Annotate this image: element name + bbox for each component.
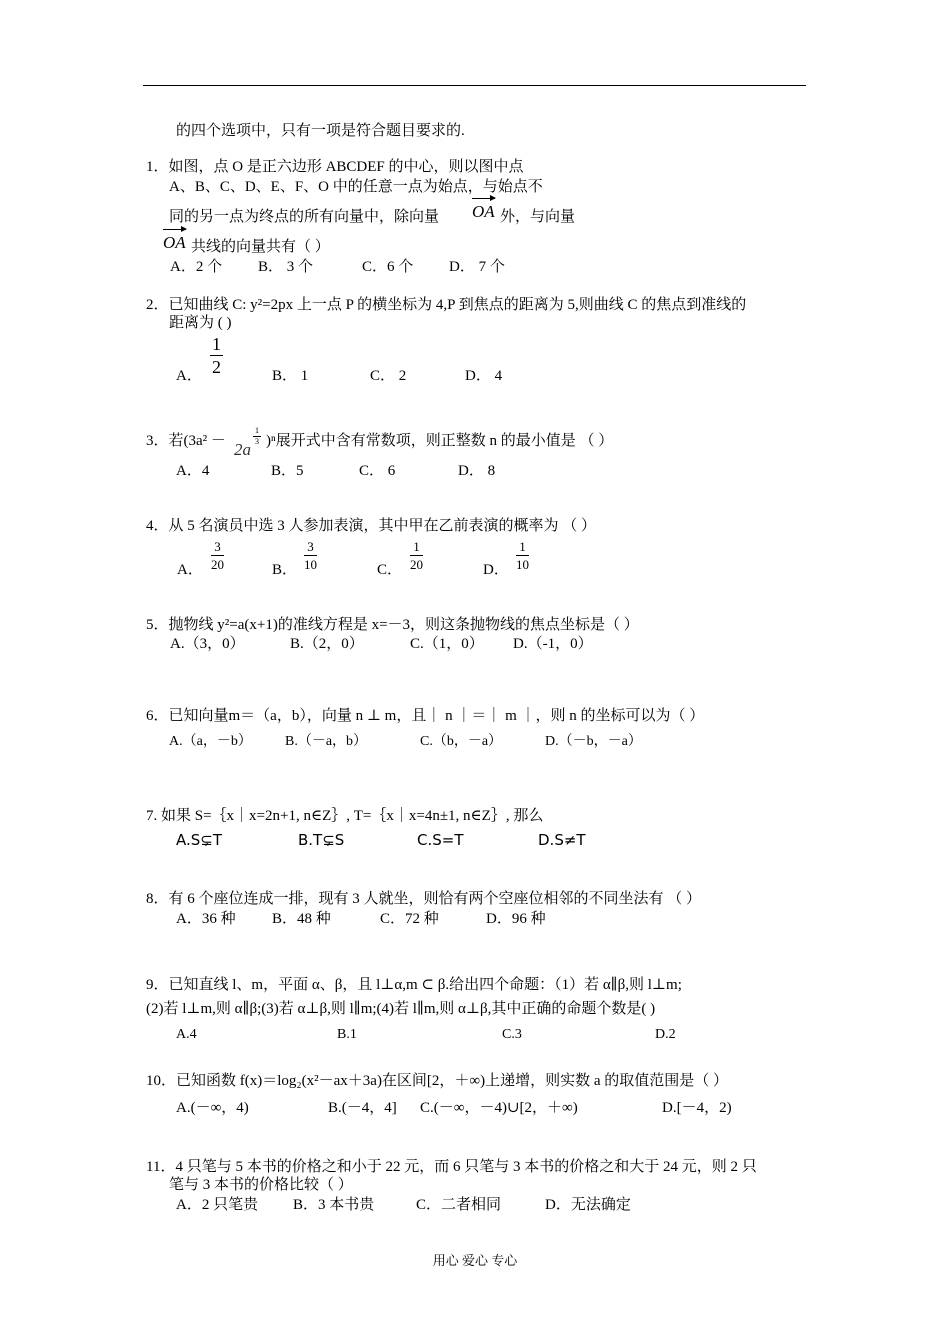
- q8-stem: 8．有 6 个座位连成一排，现有 3 人就坐，则恰有两个空座位相邻的不同坐法有 （ ）: [146, 891, 702, 907]
- q6-option-a: A.（a，－b）: [169, 734, 252, 749]
- vector-oa: [472, 202, 495, 222]
- q7-option-c: C.S=T: [417, 831, 464, 849]
- q3-exponent-fraction: [253, 427, 261, 446]
- q5-stem: 5．抛物线 y²=a(x+1)的准线方程是 x=－3，则这条抛物线的焦点坐标是（ ）: [146, 617, 639, 633]
- q4-option-b-label: B．: [272, 562, 298, 578]
- q3-option-b: B．5: [271, 463, 304, 479]
- q7-option-a: A.S⊊T: [176, 831, 223, 849]
- q6-option-b: B.（－a，b）: [285, 734, 368, 749]
- q1-line2: A、B、C、D、E、F、O 中的任意一点为始点，与始点不: [169, 179, 543, 195]
- q1-option-a: A．2 个: [170, 259, 223, 275]
- q9-line2: (2)若 l⊥m,则 α∥β;(3)若 α⊥β,则 l∥m;(4)若 l∥m,则 α⊥β,其中正确的命题个数是( ): [146, 1001, 656, 1017]
- fraction-denominator: 10: [304, 557, 317, 572]
- q5-option-d: D.（-1，0）: [513, 636, 593, 652]
- q11-line2: 笔与 3 本书的价格比较（ ）: [169, 1177, 353, 1193]
- vector-oa-2: [163, 233, 186, 253]
- q11-option-a: A．2 只笔贵: [176, 1197, 259, 1213]
- vector-oa-label: OA: [472, 202, 495, 221]
- q4-option-c-label: C．: [377, 562, 403, 578]
- q2-line1: 2．已知曲线 C: y²=2px 上一点 P 的横坐标为 4,P 到焦点的距离为 5,则曲线 C 的焦点到准线的: [146, 297, 747, 313]
- q2-option-a-fraction: [210, 335, 223, 376]
- vector-arrow-icon: [163, 229, 186, 230]
- q10-stem: 10．已知函数 f(x)＝log₂(x²－ax＋3a)在区间[2，＋∞)上递增，则实数 a 的取值范围是（ ）: [146, 1073, 729, 1089]
- q2-option-c: C． 2: [370, 368, 407, 384]
- vector-arrow-icon: [472, 198, 495, 199]
- intro-text: 的四个选项中，只有一项是符合题目要求的.: [176, 123, 465, 139]
- vector-oa-label: OA: [163, 233, 186, 252]
- fraction-numerator: 3: [211, 540, 224, 556]
- q4-stem: 4．从 5 名演员中选 3 人参加表演，其中甲在乙前表演的概率为 （ ）: [146, 518, 597, 534]
- q9-line1: 9．已知直线 l、m，平面 α、β，且 l⊥α,m ⊂ β.给出四个命题：（1）若 α∥β,则 l⊥m;: [146, 977, 682, 993]
- q3-coef-text: 2a: [234, 440, 251, 459]
- q7-option-b: B.T⊊S: [298, 831, 345, 849]
- q9-option-a: A.4: [176, 1027, 197, 1042]
- q2-line2: 距离为 ( ): [169, 315, 232, 331]
- q9-option-c: C.3: [502, 1027, 522, 1042]
- q4-option-d-label: D．: [483, 562, 509, 578]
- q4-option-c-fraction: [410, 540, 423, 571]
- fraction-denominator: 2: [212, 357, 221, 377]
- q1-option-d: D． 7 个: [449, 259, 505, 275]
- fraction-denominator: 3: [255, 437, 259, 446]
- q11-line1: 11．4 只笔与 5 本书的价格之和小于 22 元，而 6 只笔与 3 本书的价格之和大于 24 元，则 2 只: [146, 1159, 757, 1175]
- fraction-numerator: 1: [410, 540, 423, 556]
- q5-option-a: A.（3，0）: [170, 636, 245, 652]
- fraction-numerator: 3: [304, 540, 317, 556]
- q10-option-c: C.(－∞，－4)∪[2，＋∞): [420, 1100, 578, 1116]
- q2-option-a-label: A．: [176, 368, 202, 384]
- q10-option-d: D.[－4，2): [662, 1100, 732, 1116]
- q6-stem: 6．已知向量m＝（a，b），向量 n ⊥ m，且｜ n ｜＝｜ m ｜，则 n 的坐标可以为（ ）: [146, 708, 705, 724]
- q9-option-d: D.2: [655, 1027, 676, 1042]
- q4-option-b-fraction: [304, 540, 317, 571]
- q7-option-d: D.S≠T: [538, 831, 586, 849]
- q1-line4: 共线的向量共有（ ）: [191, 239, 330, 255]
- fraction-denominator: 20: [211, 557, 224, 572]
- header-rule: [143, 85, 806, 86]
- q9-option-b: B.1: [337, 1027, 357, 1042]
- q11-option-d: D．无法确定: [545, 1197, 631, 1213]
- q3-prefix: 3．若(3a² －: [146, 433, 226, 449]
- q3-option-d: D． 8: [458, 463, 496, 479]
- fraction-denominator: 10: [516, 557, 529, 572]
- q6-option-c: C.（b，－a）: [420, 734, 503, 749]
- q8-option-d: D．96 种: [486, 911, 546, 927]
- q10-option-b: B.(－4，4]: [328, 1100, 397, 1116]
- q2-option-d: D． 4: [465, 368, 503, 384]
- page-footer: 用心 爱心 专心: [432, 1253, 518, 1268]
- q11-option-b: B．3 本书贵: [293, 1197, 375, 1213]
- q5-option-c: C.（1，0）: [410, 636, 484, 652]
- q1-line1: 1．如图，点 O 是正六边形 ABCDEF 的中心，则以图中点: [146, 159, 524, 175]
- q3-coef: [234, 441, 251, 459]
- q11-option-c: C．二者相同: [416, 1197, 502, 1213]
- q3-suffix: )ⁿ展开式中含有常数项，则正整数 n 的最小值是 （ ）: [266, 433, 614, 449]
- q8-option-a: A．36 种: [176, 911, 236, 927]
- fraction-numerator: 1: [212, 334, 221, 354]
- q1-line3b: 外，与向量: [500, 209, 576, 225]
- fraction-numerator: 1: [255, 426, 259, 435]
- q1-option-c: C．6 个: [362, 259, 414, 275]
- q4-option-d-fraction: [516, 540, 529, 571]
- q1-option-b: B． 3 个: [258, 259, 314, 275]
- q8-option-c: C．72 种: [380, 911, 439, 927]
- q7-stem: 7. 如果 S=｛x｜x=2n+1, n∈Z｝, T=｛x｜x=4n±1, n∈Z｝, 那么: [146, 808, 544, 824]
- q3-option-a: A．4: [176, 463, 210, 479]
- fraction-numerator: 1: [516, 540, 529, 556]
- q8-option-b: B．48 种: [272, 911, 331, 927]
- fraction-denominator: 20: [410, 557, 423, 572]
- q6-option-d: D.（－b，－a）: [545, 734, 642, 749]
- q3-option-c: C． 6: [359, 463, 396, 479]
- q10-option-a: A.(－∞，4): [176, 1100, 249, 1116]
- q1-line3a: 同的另一点为终点的所有向量中，除向量: [169, 209, 440, 225]
- q4-option-a-label: A．: [177, 562, 203, 578]
- q5-option-b: B.（2，0）: [290, 636, 364, 652]
- q2-option-b: B． 1: [272, 368, 309, 384]
- q4-option-a-fraction: [211, 540, 224, 571]
